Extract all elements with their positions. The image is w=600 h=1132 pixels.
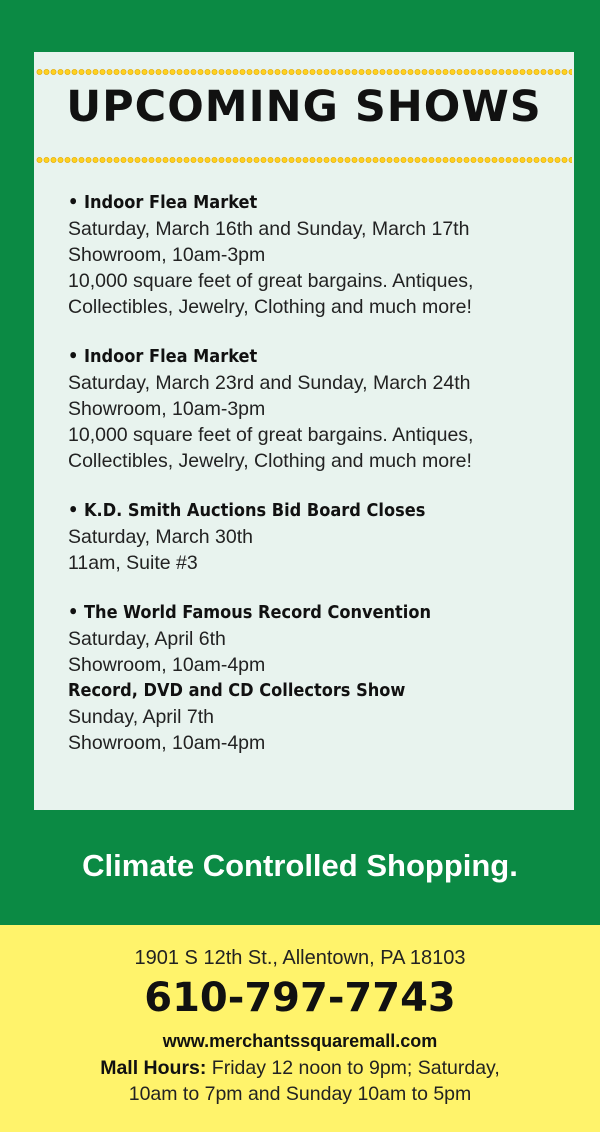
event-line: Showroom, 10am-4pm <box>68 732 266 754</box>
mall-hours <box>40 1055 560 1107</box>
event-heading: • K.D. Smith Auctions Bid Board Closes <box>68 500 426 521</box>
event-line: Saturday, March 16th and Sunday, March 17th <box>68 218 470 240</box>
event-item <box>68 190 568 320</box>
hours-label: Mall Hours: <box>100 1057 207 1079</box>
event-line: 11am, Suite #3 <box>68 552 198 574</box>
event-line: Collectibles, Jewelry, Clothing and much more! <box>68 450 472 472</box>
event-heading: • Indoor Flea Market <box>68 192 258 213</box>
event-line: Saturday, March 23rd and Sunday, March 24th <box>68 372 471 394</box>
event-item <box>68 498 568 576</box>
event-line: Saturday, April 6th <box>68 628 226 650</box>
event-line: 10,000 square feet of great bargains. Antiques, <box>68 270 474 292</box>
event-line: Saturday, March 30th <box>68 526 253 548</box>
hours-line-2: 10am to 7pm and Sunday 10am to 5pm <box>128 1083 472 1105</box>
shows-panel <box>34 52 574 810</box>
event-subheading: Record, DVD and CD Collectors Show <box>68 680 406 701</box>
event-line: Collectibles, Jewelry, Clothing and much more! <box>68 296 472 318</box>
page-title: UPCOMING SHOWS <box>66 82 542 132</box>
marquee-lights-bottom <box>36 156 572 164</box>
event-line: Sunday, April 7th <box>68 706 214 728</box>
events-list <box>68 190 568 780</box>
phone-number[interactable]: 610-797-7743 <box>144 975 456 1021</box>
event-line: Showroom, 10am-3pm <box>68 398 266 420</box>
event-line: Showroom, 10am-4pm <box>68 654 266 676</box>
event-line: Showroom, 10am-3pm <box>68 244 266 266</box>
event-heading: • The World Famous Record Convention <box>68 602 432 623</box>
marquee-lights-top <box>36 68 572 76</box>
footer <box>0 925 600 1132</box>
event-line: 10,000 square feet of great bargains. Antiques, <box>68 424 474 446</box>
address: 1901 S 12th St., Allentown, PA 18103 <box>134 947 466 969</box>
event-item <box>68 600 568 756</box>
event-heading: • Indoor Flea Market <box>68 346 258 367</box>
hours-line-1: Friday 12 noon to 9pm; Saturday, <box>206 1057 500 1079</box>
event-item <box>68 344 568 474</box>
tagline: Climate Controlled Shopping. <box>82 848 518 883</box>
website-link[interactable]: www.merchantssquaremall.com <box>162 1031 438 1051</box>
